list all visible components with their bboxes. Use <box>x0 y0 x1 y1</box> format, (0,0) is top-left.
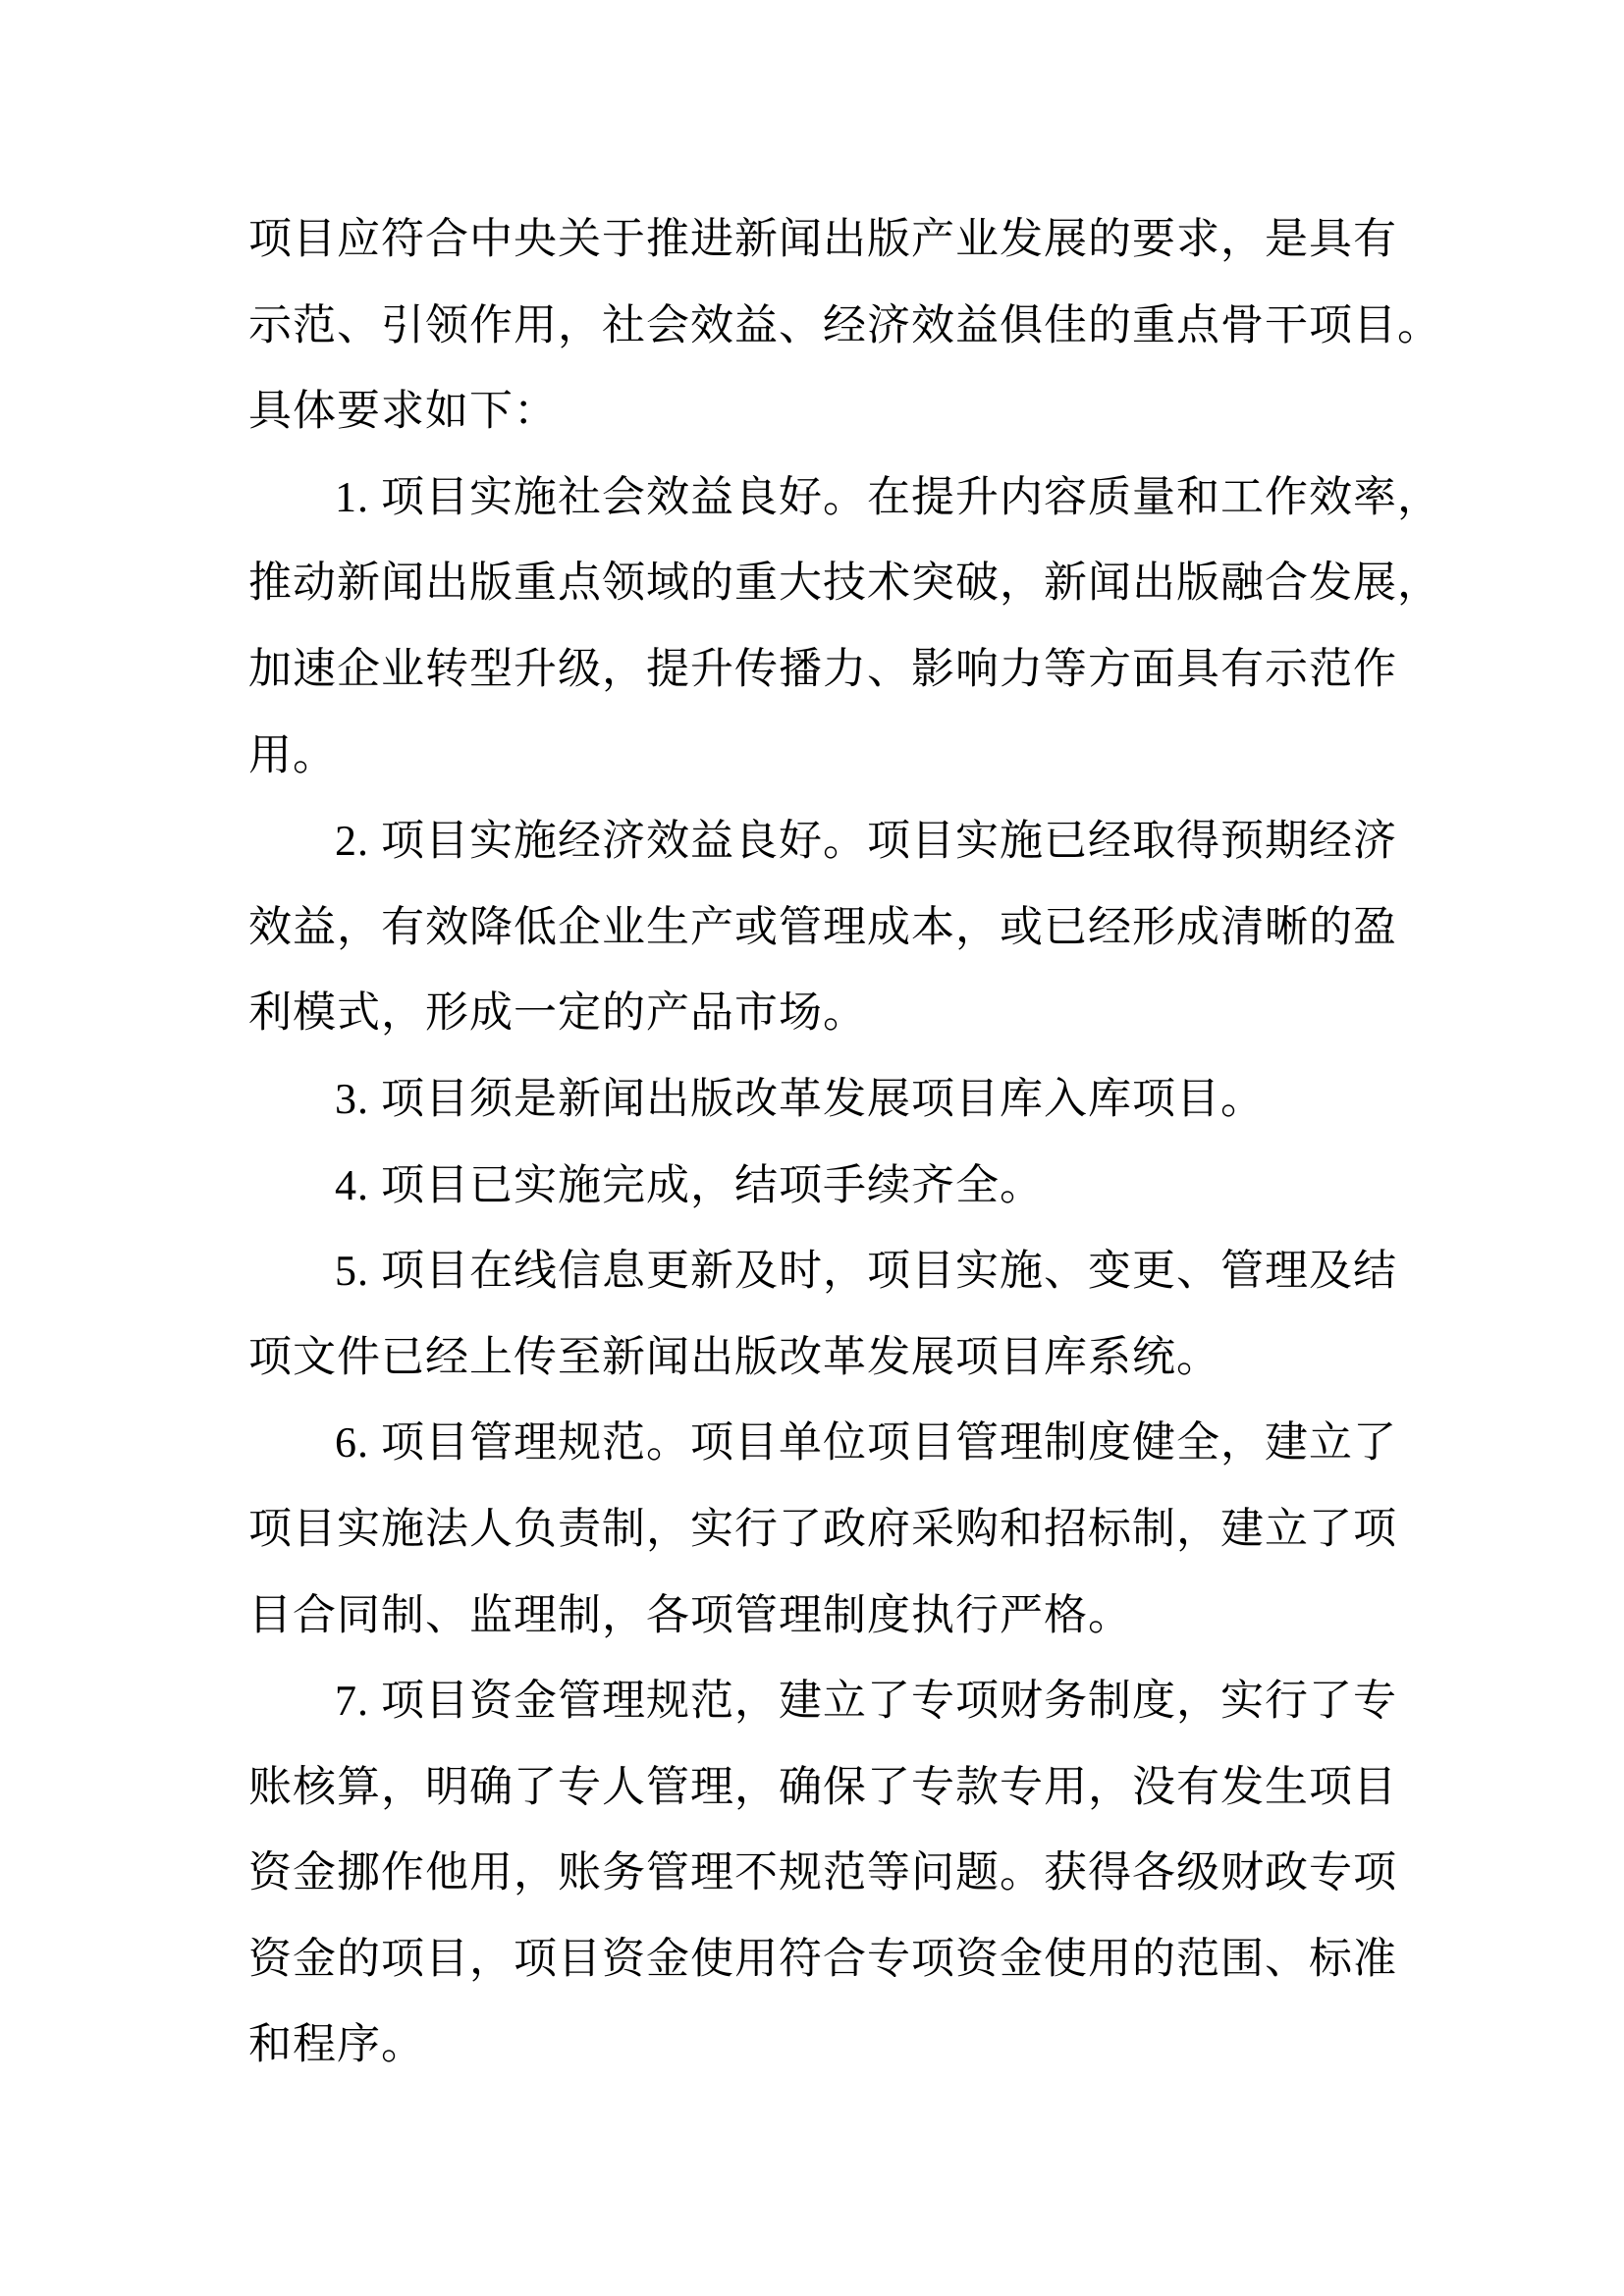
text-line: 项文件已经上传至新闻出版改革发展项目库系统。 <box>248 1332 1220 1381</box>
text-line: 3. 项目须是新闻出版改革发展项目库入库项目。 <box>335 1074 1265 1123</box>
text-line: 具体要求如下： <box>248 387 558 436</box>
text-line: 项目实施法人负责制，实行了政府采购和招标制，建立了项 <box>248 1504 1397 1553</box>
text-line: 资金挪作他用，账务管理不规范等问题。获得各级财政专项 <box>248 1848 1397 1897</box>
text-line: 利模式，形成一定的产品市场。 <box>248 988 867 1038</box>
text-line: 目合同制、监理制，各项管理制度执行严格。 <box>248 1590 1132 1639</box>
text-line: 7. 项目资金管理规范，建立了专项财务制度，实行了专 <box>335 1677 1397 1726</box>
text-line: 6. 项目管理规范。项目单位项目管理制度健全，建立了 <box>335 1418 1397 1468</box>
text-line: 项目应符合中央关于推进新闻出版产业发展的要求，是具有 <box>248 215 1397 263</box>
text-line: 效益，有效降低企业生产或管理成本，或已经形成清晰的盈 <box>248 902 1397 951</box>
text-line: 5. 项目在线信息更新及时，项目实施、变更、管理及结 <box>335 1247 1397 1296</box>
document-text-block <box>248 196 1441 2088</box>
text-line: 和程序。 <box>248 2020 425 2069</box>
text-line: 资金的项目，项目资金使用符合专项资金使用的范围、标准 <box>248 1934 1397 1983</box>
text-line: 推动新闻出版重点领域的重大技术突破，新闻出版融合发展， <box>248 559 1441 608</box>
text-line: 2. 项目实施经济效益良好。项目实施已经取得预期经济 <box>335 817 1397 866</box>
text-line: 账核算，明确了专人管理，确保了专款专用，没有发生项目 <box>248 1762 1397 1811</box>
text-line: 1. 项目实施社会效益良好。在提升内容质量和工作效率， <box>335 472 1441 521</box>
text-line: 加速企业转型升级，提升传播力、影响力等方面具有示范作 <box>248 644 1397 693</box>
text-line: 示范、引领作用，社会效益、经济效益俱佳的重点骨干项目。 <box>248 300 1441 349</box>
text-line: 用。 <box>248 730 337 779</box>
text-line: 4. 项目已实施完成，结项手续齐全。 <box>335 1160 1044 1209</box>
